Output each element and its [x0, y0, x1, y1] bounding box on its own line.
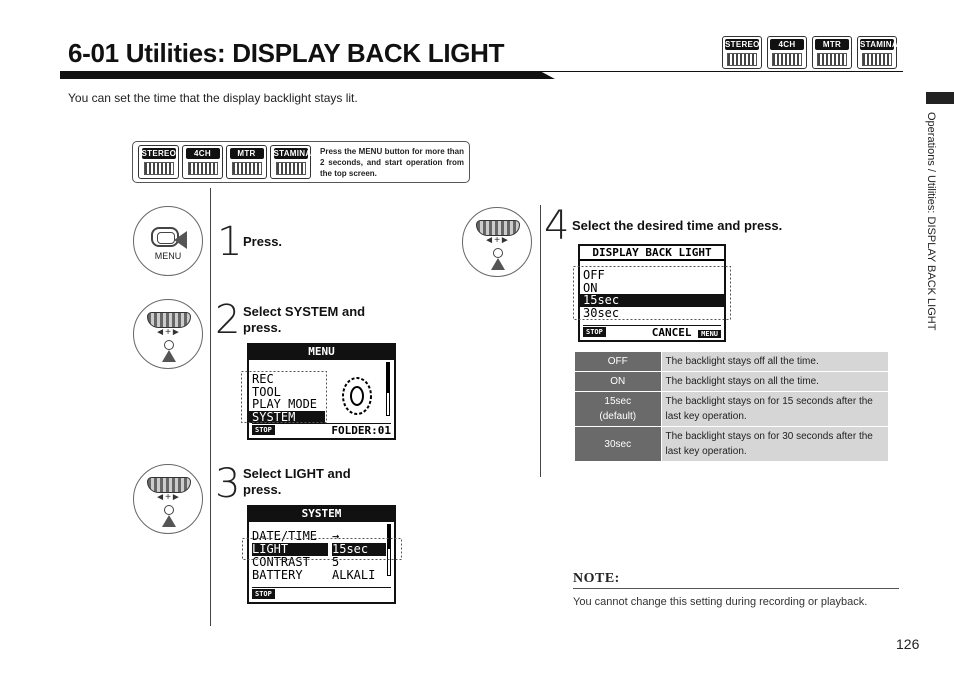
mode-icons: [722, 36, 897, 69]
intro-text: You can set the time that the display backlight stays lit.: [68, 91, 358, 105]
stereo-mode-icon: STEREO: [138, 145, 179, 179]
table-row: 15sec (default) The backlight stays on for 15 seconds after the last key operation.: [575, 392, 888, 427]
stop-tag: STOP: [252, 589, 275, 599]
setting-row: BATTERY ALKALI: [252, 568, 376, 582]
title-underline: [60, 71, 903, 79]
highlight-callout: [242, 538, 402, 560]
stop-tag: STOP: [252, 425, 275, 435]
options-table: [575, 352, 888, 462]
menu-button-icon: MENU: [133, 206, 203, 276]
option-item: ON: [583, 280, 598, 295]
cancel-label: CANCEL: [651, 325, 692, 339]
option-item: OFF: [583, 268, 605, 282]
wheel-graphic-icon: [337, 374, 377, 418]
menu-item: PLAY MODE: [252, 397, 318, 411]
dial-press-icon: ◄+►: [133, 299, 203, 369]
screen-title: MENU: [249, 345, 394, 360]
step-number: 2: [215, 297, 241, 343]
step-number: 4: [544, 203, 570, 249]
menu-item-selected: SYSTEM: [249, 411, 325, 424]
page-number: 126: [896, 636, 920, 652]
dial-press-icon: ◄+►: [133, 464, 203, 534]
scrollbar: [386, 362, 390, 416]
mtr-mode-icon: MTR: [812, 36, 852, 69]
step-text: Select SYSTEM and press.: [243, 304, 366, 335]
step-text: Select LIGHT and press.: [243, 466, 351, 497]
screen-title: DISPLAY BACK LIGHT: [580, 246, 724, 261]
side-tab: [923, 112, 939, 412]
stereo-mode-icon: STEREO: [722, 36, 762, 69]
step-text: Select the desired time and press.: [572, 218, 783, 233]
menu-tag: MENU: [698, 330, 721, 338]
notice-box: [132, 141, 470, 183]
setting-row: CONTRAST 5: [252, 555, 340, 569]
table-row: ON The backlight stays on all the time.: [575, 372, 888, 392]
menu-item: REC: [252, 372, 274, 386]
mtr-mode-icon: MTR: [226, 145, 267, 179]
option-item: 30sec: [583, 305, 620, 320]
screen-title: SYSTEM: [249, 507, 394, 522]
4ch-mode-icon: 4CH: [182, 145, 223, 179]
step-number: 1: [217, 219, 243, 265]
note-heading: NOTE:: [573, 571, 620, 586]
step-number: 3: [215, 461, 241, 507]
column-divider-left: [210, 188, 211, 626]
side-tab-marker: [926, 92, 954, 104]
stamina-mode-icon: STAMINA: [857, 36, 897, 69]
folder-label: FOLDER:01: [331, 423, 391, 437]
setting-row-selected: LIGHT 15sec: [249, 543, 394, 556]
stop-tag: STOP: [583, 327, 606, 337]
side-tab-label: Operations / Utilities: DISPLAY BACK LIGHT: [925, 112, 937, 331]
page-title: 6-01 Utilities: DISPLAY BACK LIGHT: [68, 38, 505, 68]
dial-press-icon: ◄+►: [462, 207, 532, 277]
highlight-callout: [573, 266, 731, 320]
4ch-mode-icon: 4CH: [767, 36, 807, 69]
menu-item: TOOL: [252, 384, 281, 399]
column-divider-right: [540, 205, 541, 477]
notice-text: Press the MENU button for more than 2 seconds, and start operation from the top screen.: [320, 146, 464, 178]
step-text: Press.: [243, 234, 283, 249]
table-row: OFF The backlight stays off all the time.: [575, 352, 888, 372]
stamina-mode-icon: STAMINA: [270, 145, 311, 179]
highlight-callout: [241, 371, 327, 423]
note-divider: [573, 588, 899, 589]
option-item-selected: 15sec: [580, 294, 724, 307]
table-row: 30sec The backlight stays on for 30 seconds after the last key operation.: [575, 427, 888, 462]
note-text: You cannot change this setting during recording or playback.: [573, 596, 868, 608]
setting-row: DATE/TIME →: [252, 529, 340, 543]
